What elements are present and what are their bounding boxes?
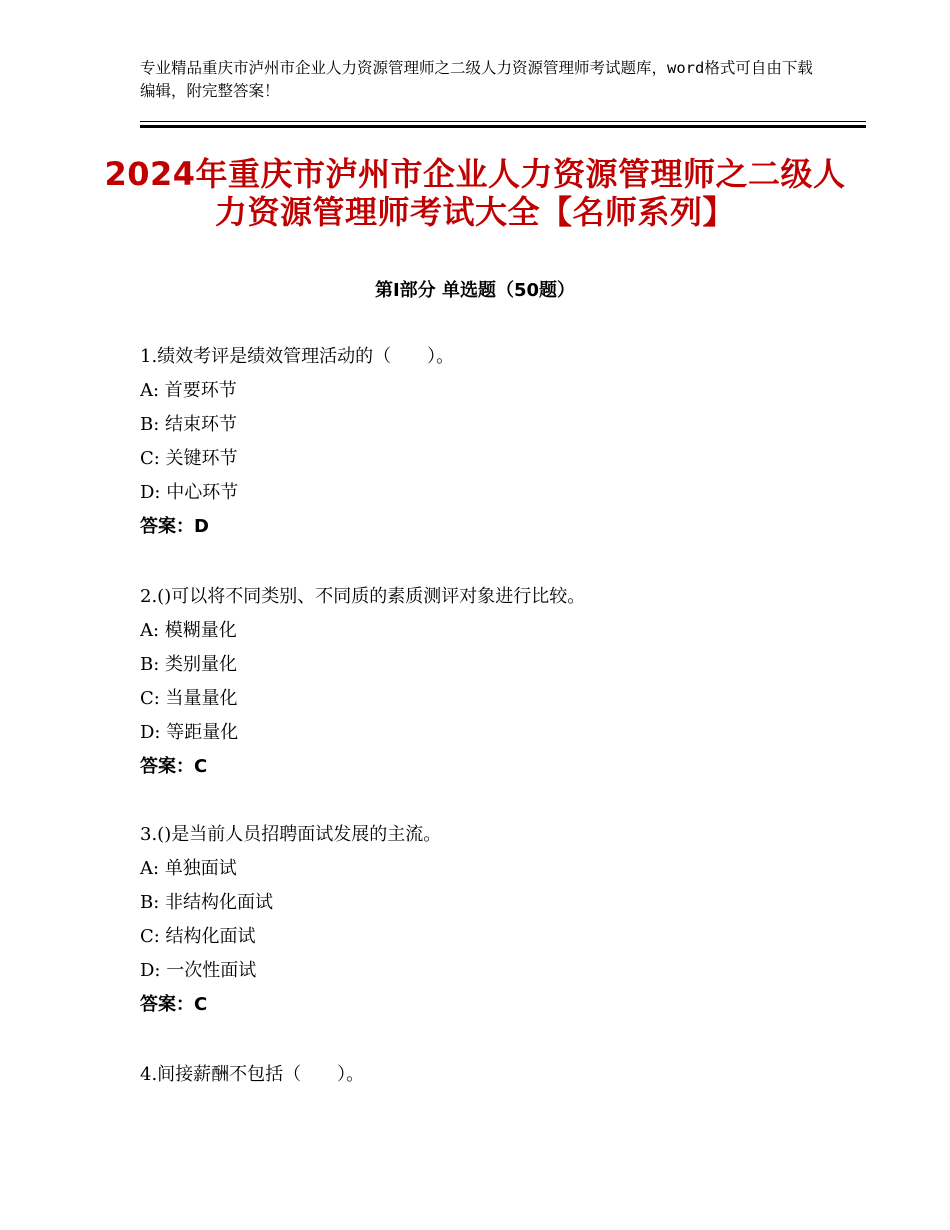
option-a: A: 首要环节 bbox=[140, 380, 237, 401]
question-stem: 4.间接薪酬不包括（ ）。 bbox=[140, 1064, 365, 1085]
header-divider-thin bbox=[140, 121, 866, 122]
option-a: A: 单独面试 bbox=[140, 858, 237, 879]
question-2 bbox=[140, 580, 860, 784]
header-note: 专业精品重庆市泸州市企业人力资源管理师之二级人力资源管理师考试题库，word格式可自由下载编辑，附完整答案！ bbox=[140, 59, 813, 100]
question-stem: 2.()可以将不同类别、不同质的素质测评对象进行比较。 bbox=[140, 586, 586, 607]
question-3 bbox=[140, 818, 860, 1022]
answer: 答案：C bbox=[140, 994, 208, 1015]
question-stem: 3.()是当前人员招聘面试发展的主流。 bbox=[140, 824, 442, 845]
document-title: 2024年重庆市泸州市企业人力资源管理师之二级人力资源管理师考试大全【名师系列】 bbox=[104, 155, 846, 231]
option-b: B: 结束环节 bbox=[140, 414, 238, 435]
answer: 答案：D bbox=[140, 516, 209, 537]
option-a: A: 模糊量化 bbox=[140, 620, 237, 641]
option-c: C: 当量量化 bbox=[140, 688, 238, 709]
option-b: B: 类别量化 bbox=[140, 654, 238, 675]
option-c: C: 结构化面试 bbox=[140, 926, 256, 947]
header-divider-thick bbox=[140, 125, 866, 128]
option-d: D: 中心环节 bbox=[140, 482, 239, 503]
option-d: D: 等距量化 bbox=[140, 722, 239, 743]
question-4 bbox=[140, 1058, 860, 1092]
answer: 答案：C bbox=[140, 756, 208, 777]
question-1 bbox=[140, 340, 860, 544]
question-stem: 1.绩效考评是绩效管理活动的（ ）。 bbox=[140, 346, 455, 367]
section-heading: 第I部分 单选题（50题） bbox=[374, 280, 575, 301]
option-b: B: 非结构化面试 bbox=[140, 892, 274, 913]
option-c: C: 关键环节 bbox=[140, 448, 238, 469]
option-d: D: 一次性面试 bbox=[140, 960, 257, 981]
